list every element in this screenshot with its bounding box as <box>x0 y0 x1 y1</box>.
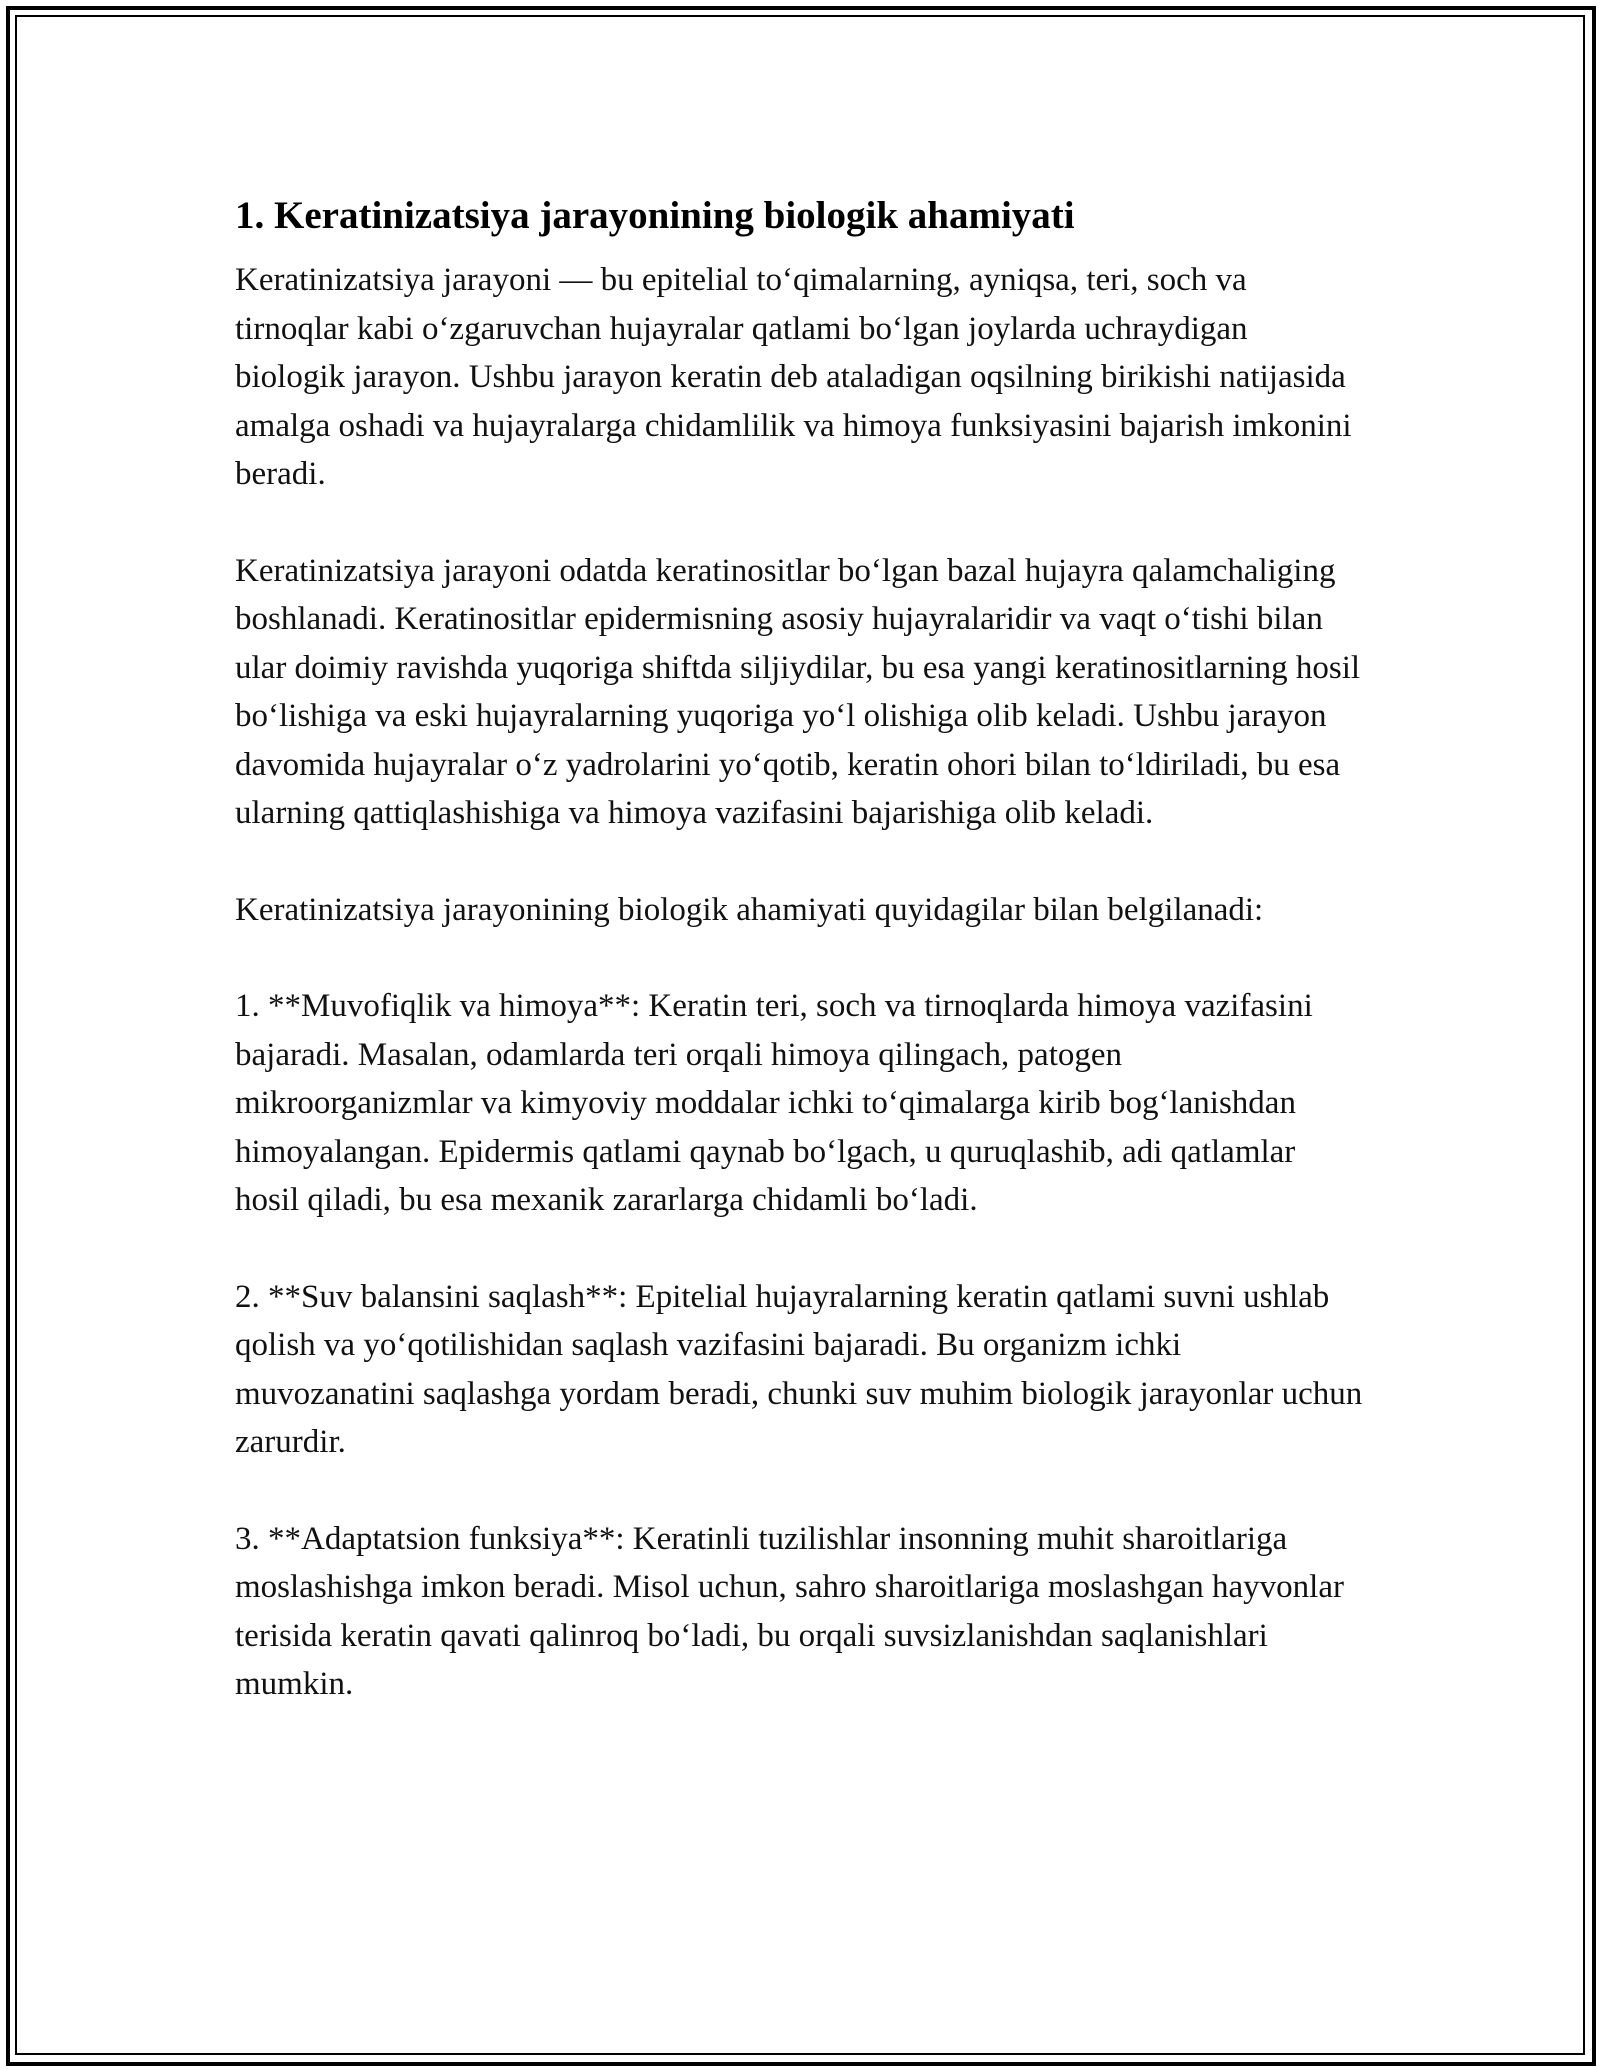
section-heading: 1. Keratinizatsiya jarayonining biologik ahamiyati <box>235 194 1075 237</box>
paragraph-gap <box>235 1467 1365 1515</box>
paragraph-significance-intro: Keratinizatsiya jarayonining biologik ahamiyati quyidagilar bilan belgilanadi: <box>235 891 1264 928</box>
paragraph-gap <box>235 838 1365 886</box>
paragraph-intro: Keratinizatsiya jarayoni — bu epitelial to‘qimalarning, ayniqsa, teri, soch va tirnoqlar kabi o‘zgaruvchan hujayralar qatlami bo‘lgan joylarda uchraydigan biologik jarayon. Ushbu jarayon keratin deb ataladigan oqsilning birikishi natijasida amalga oshadi va hujayralarga chidamlilik va himoya funksiyasini bajarish imkonini beradi. <box>235 262 1352 492</box>
paragraph-gap <box>235 934 1365 982</box>
list-item-protection: 1. **Muvofiqlik va himoya**: Keratin teri, soch va tirnoqlarda himoya vazifasini bajaradi. Masalan, odamlarda teri orqali himoya qilingach, patogen mikroorganizmlar va kimyoviy moddalar ichki to‘qimalarga kirib bog‘lanishdan himoyalangan. Epidermis qatlami qaynab bo‘lgach, u quruqlashib, adi qatlamlar hosil qiladi, bu esa mexanik zararlarga chidamli bo‘ladi. <box>235 988 1313 1218</box>
list-item-adaptation: 3. **Adaptatsion funksiya**: Keratinli tuzilishlar insonning muhit sharoitlariga moslashishga imkon beradi. Misol uchun, sahro sharoitlariga moslashgan hayvonlar terisida keratin qavati qalinroq bo‘ladi, bu orqali suvsizlanishdan saqlanishlari mumkin. <box>235 1520 1344 1702</box>
paragraph-gap <box>235 1225 1365 1273</box>
paragraph-process: Keratinizatsiya jarayoni odatda keratinositlar bo‘lgan bazal hujayra qalamchaliging boshlanadi. Keratinositlar epidermisning asosiy hujayralaridir va vaqt o‘tishi bilan ular doimiy ravishda yuqoriga shiftda siljiydilar, bu esa yangi keratinositlarning hosil bo‘lishiga va eski hujayralarning yuqoriga yo‘l olishiga olib keladi. Ushbu jarayon davomida hujayralar o‘z yadrolarini yo‘qotib, keratin ohori bilan to‘ldiriladi, bu esa ularning qattiqlashishiga va himoya vazifasini bajarishiga olib keladi. <box>235 552 1361 831</box>
list-item-water-balance: 2. **Suv balansini saqlash**: Epitelial hujayralarning keratin qatlami suvni ushlab qolish va yo‘qotilishidan saqlash vazifasini bajaradi. Bu organizm ichki muvozanatini saqlashga yordam beradi, chunki suv muhim biologik jarayonlar uchun zarurdir. <box>235 1278 1363 1460</box>
document-body <box>235 190 1365 1709</box>
paragraph-gap <box>235 499 1365 547</box>
